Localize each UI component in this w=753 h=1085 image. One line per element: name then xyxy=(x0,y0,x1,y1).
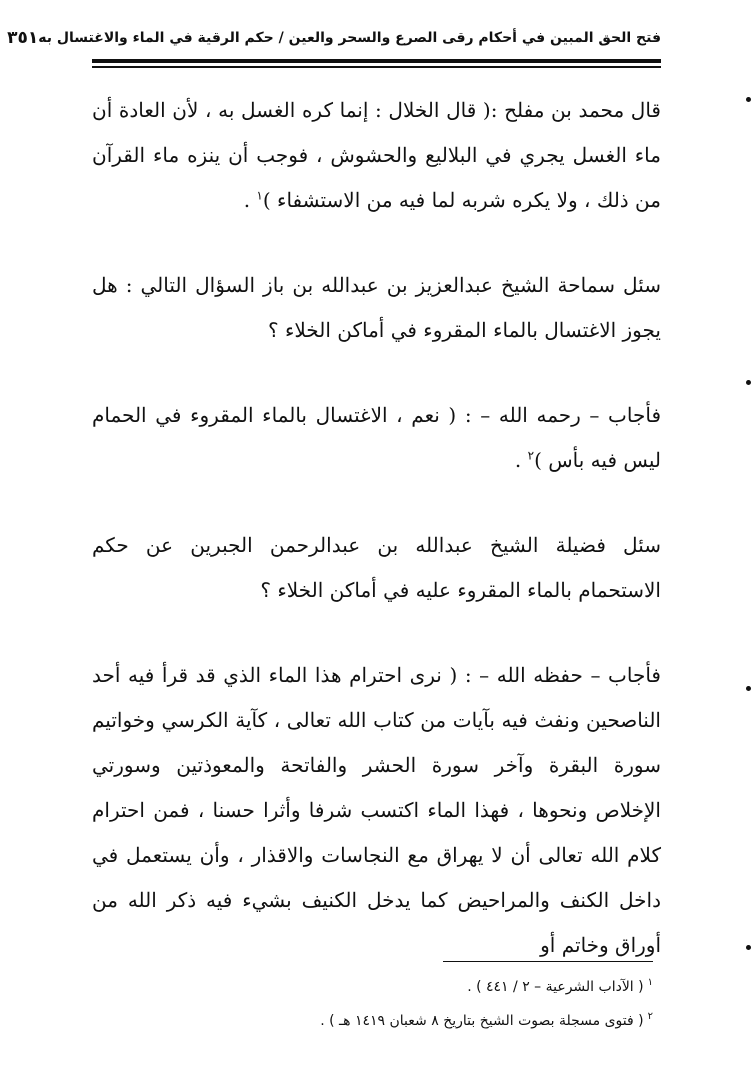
paragraph-answer-jibreen xyxy=(92,653,661,968)
paragraph-ibn-muflih xyxy=(92,88,661,223)
paragraph-text: سئل فضيلة الشيخ عبدالله بن عبدالرحمن الجبرين عن حكم الاستحمام بالماء المقروء عليه في أماكن الخلاء ؟ xyxy=(92,533,661,602)
footnote-text: ( الآداب الشرعية – ٢ / ٤٤١ ) . xyxy=(467,979,644,995)
footnote-number: ٢ xyxy=(647,1011,653,1023)
paragraph-text: قال محمد بن مفلح :( قال الخلال : إنما كره الغسل به ، لأن العادة أن ماء الغسل يجري في البلاليع والحشوش ، فوجب أن ينزه ماء القرآن من ذلك ، ولا يكره شربه لما فيه من الاستشفاء ) xyxy=(92,98,661,212)
footnote-separator xyxy=(443,961,653,962)
scan-artifact-dot xyxy=(746,686,751,691)
header-rule-thick xyxy=(92,59,661,63)
footnote-text: ( فتوى مسجلة بصوت الشيخ بتاريخ ٨ شعبان ١٤١٩ هـ ) . xyxy=(320,1013,644,1029)
footnote-number: ١ xyxy=(647,977,653,989)
paragraph-text: فأجاب – رحمه الله – : ( نعم ، الاغتسال بالماء المقروء في الحمام ليس فيه بأس ) xyxy=(92,403,661,472)
footnotes xyxy=(92,970,653,1038)
body-text xyxy=(92,88,661,968)
header-rule-thin xyxy=(92,66,661,68)
scan-artifact-dot xyxy=(746,97,751,102)
paragraph-tail: . xyxy=(243,188,257,212)
running-title: فتح الحق المبين في أحكام رقى الصرع والسحر والعين / حكم الرقية في الماء والاغتسال به xyxy=(38,30,661,46)
page-header xyxy=(7,18,661,58)
scan-artifact-dot xyxy=(746,380,751,385)
paragraph-tail: . xyxy=(514,448,528,472)
footnote-ref: ١ xyxy=(256,188,263,203)
paragraph-answer-bin-baz xyxy=(92,393,661,483)
paragraph-question-bin-baz xyxy=(92,263,661,353)
paragraph-question-jibreen xyxy=(92,523,661,613)
footnote-1 xyxy=(92,970,653,1004)
footnote-2 xyxy=(92,1004,653,1038)
footnote-ref: ٢ xyxy=(527,448,535,463)
paragraph-text: سئل سماحة الشيخ عبدالعزيز بن عبدالله بن باز السؤال التالي : هل يجوز الاغتسال بالماء المقروء في أماكن الخلاء ؟ xyxy=(92,273,661,342)
page-number: ٣٥١ xyxy=(7,28,39,48)
paragraph-text: فأجاب – حفظه الله – : ( نرى احترام هذا الماء الذي قد قرأ فيه أحد الناصحين ونفث فيه بآيات من كتاب الله تعالى ، كآية الكرسي وخواتيم سورة البقرة وآخر سورة الحشر والفاتحة والمعوذتين وسورتي الإخلاص ونحوها ، فهذا الماء اكتسب شرفا وأثرا حسنا ، فمن احترام كلام الله تعالى أن لا يهراق مع النجاسات والاقذار ، وأن يستعمل في داخل الكنف والمراحيض كما يدخل الكنيف بشيء فيه ذكر الله من أوراق وخاتم أو xyxy=(92,663,661,957)
scan-artifact-dot xyxy=(746,945,751,950)
